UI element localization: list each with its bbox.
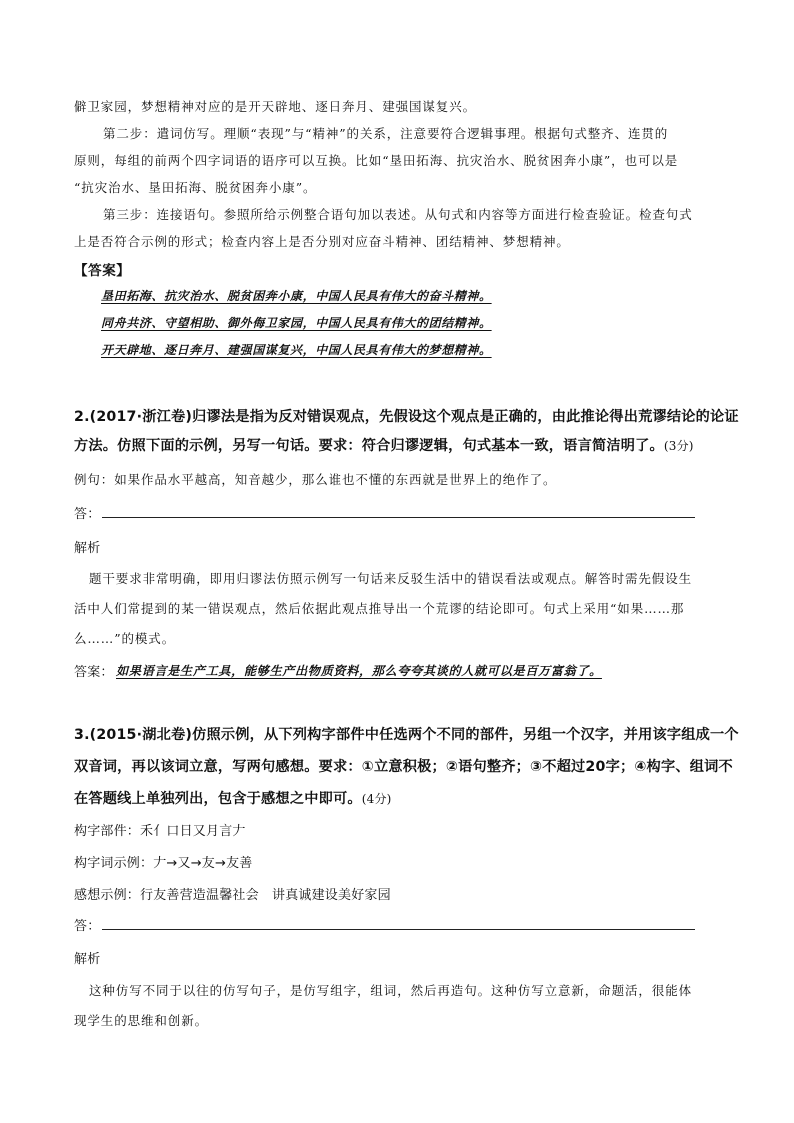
- final-answer: 如果语言是生产工具，能够生产出物质资料，那么夸夸其谈的人就可以是百万富翁了。: [116, 664, 602, 678]
- thought-example: 感想示例：行友善营造温馨社会 讲真诚建设美好家园: [74, 888, 391, 903]
- analysis-text-line: 活中人们常提到的某一错误观点，然后依据此观点推导出一个荒谬的结论即可。句式上采用“如果……那: [74, 601, 685, 616]
- answer-blank-line[interactable]: [102, 517, 695, 518]
- answer-label: 答：: [74, 507, 101, 522]
- analysis-text-line: 这种仿写不同于以往的仿写句子，是仿写组字，组词，然后再造句。这种仿写立意新，命题活，很能体: [89, 983, 693, 998]
- question-3-title-text: 在答题线上单独列出，包含于感想之中即可。: [74, 791, 362, 807]
- question-3-score: (4分): [361, 792, 392, 806]
- question-3-title: [74, 788, 392, 808]
- analysis-text-line: 僻卫家园，梦想精神对应的是开天辟地、逐日奔月、建强国谋复兴。: [74, 99, 477, 114]
- answer-line: 开天辟地、逐日奔月、建强国谋复兴，中国人民具有伟大的梦想精神。: [101, 343, 492, 357]
- question-3-title: 双音词，再以该词立意，写两句感想。要求：①立意积极；②语句整齐；③不超过20字；④构字、组词不: [74, 759, 733, 775]
- question-2-score: (3分): [663, 439, 694, 453]
- analysis-step2-line: 第二步：遣词仿写。理顺“表现”与“精神”的关系，注意要符合逻辑事理。根据句式整齐、连贯的: [103, 126, 669, 141]
- answer-label: 答：: [74, 919, 101, 934]
- analysis-label: 解析: [74, 541, 101, 556]
- question-3-title: 3.(2015·湖北卷)仿照示例，从下列构字部件中任选两个不同的部件，另组一个汉字，并用该字组成一个: [74, 727, 739, 743]
- question-2-title: 2.(2017·浙江卷)归谬法是指为反对错误观点，先假设这个观点是正确的，由此推论得出荒谬结论的论证: [74, 409, 739, 425]
- question-2-title-text: 方法。仿照下面的示例，另写一句话。要求：符合归谬逻辑，句式基本一致，语言简洁明了。: [74, 438, 664, 454]
- analysis-text-line: 题干要求非常明确，即用归谬法仿照示例写一句话来反驳生活中的错误看法或观点。解答时需先假设生: [89, 571, 693, 586]
- analysis-text-line: 现学生的思维和创新。: [74, 1013, 209, 1028]
- answer-line: 垦田拓海、抗灾治水、脱贫困奔小康，中国人民具有伟大的奋斗精神。: [101, 289, 492, 303]
- component-parts: 构字部件：禾亻口日又月言𠂇: [74, 824, 246, 839]
- analysis-step2-line: 原则，每组的前两个四字词语的语序可以互换。比如“垦田拓海、抗灾治水、脱贫困奔小康”，也可以是: [74, 153, 679, 168]
- answer-line: 同舟共济、守望相助、御外侮卫家园，中国人民具有伟大的团结精神。: [101, 316, 492, 330]
- analysis-text-line: 么……”的模式。: [74, 631, 176, 646]
- analysis-step3-line: 上是否符合示例的形式；检查内容上是否分别对应奋斗精神、团结精神、梦想精神。: [74, 234, 570, 249]
- question-2-title: [74, 435, 694, 455]
- answer-blank-line[interactable]: [102, 929, 695, 930]
- answer-heading: 【答案】: [74, 263, 131, 279]
- analysis-label: 解析: [74, 952, 101, 967]
- analysis-step2-line: “抗灾治水、垦田拓海、脱贫困奔小康”。: [74, 180, 317, 195]
- final-answer-label: 答案：: [74, 665, 114, 680]
- question-2-example: 例句：如果作品水平越高，知音越少，那么谁也不懂的东西就是世界上的绝作了。: [74, 472, 557, 487]
- analysis-step3-line: 第三步：连接语句。参照所给示例整合语句加以表述。从句式和内容等方面进行检查验证。检查句式: [103, 207, 693, 222]
- word-example: 构字词示例：𠂇→又→友→友善: [74, 856, 253, 871]
